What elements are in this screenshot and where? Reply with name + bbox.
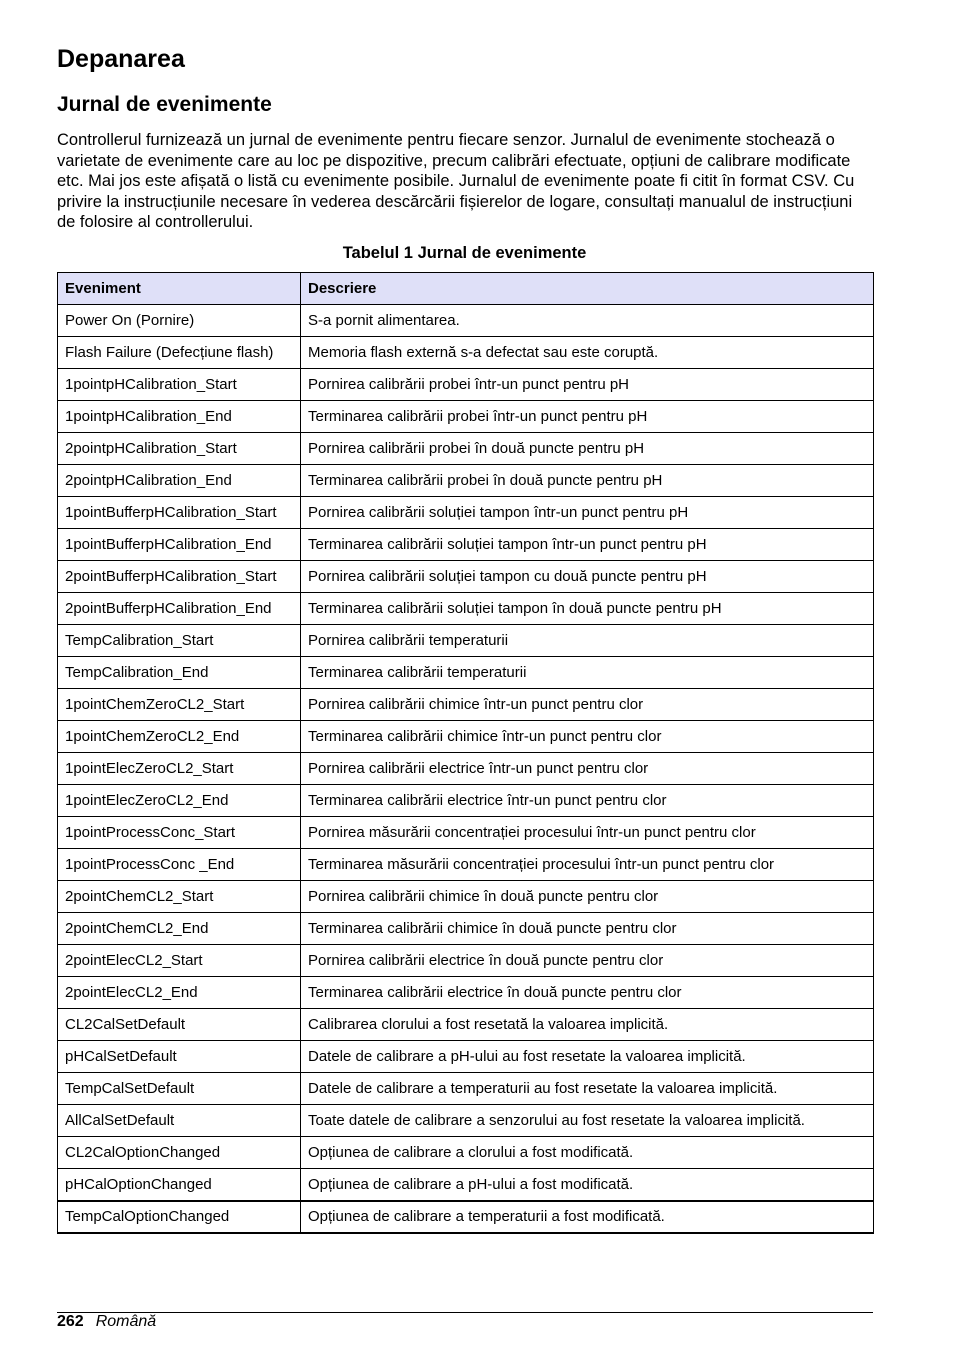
- table-row: [58, 1201, 874, 1233]
- event-description-cell: Terminarea calibrării probei în două puncte pentru pH: [301, 465, 874, 497]
- event-name-cell: Flash Failure (Defecțiune flash): [58, 337, 301, 369]
- event-description-cell: S-a pornit alimentarea.: [301, 305, 874, 337]
- event-description-cell: Pornirea calibrării chimice într-un punct pentru clor: [301, 689, 874, 721]
- event-description-cell: Datele de calibrare a temperaturii au fost resetate la valoarea implicită.: [301, 1073, 874, 1105]
- table-row: [58, 913, 874, 945]
- table-row: [58, 593, 874, 625]
- table-row: [58, 721, 874, 753]
- event-name-cell: AllCalSetDefault: [58, 1105, 301, 1137]
- event-description-cell: Memoria flash externă s-a defectat sau este coruptă.: [301, 337, 874, 369]
- event-name-cell: 2pointElecCL2_Start: [58, 945, 301, 977]
- table-row: [58, 689, 874, 721]
- event-description-cell: Terminarea calibrării chimice într-un punct pentru clor: [301, 721, 874, 753]
- event-name-cell: 2pointElecCL2_End: [58, 977, 301, 1009]
- table-row: [58, 849, 874, 881]
- table-row: [58, 369, 874, 401]
- table-row: [58, 785, 874, 817]
- event-name-cell: CL2CalOptionChanged: [58, 1137, 301, 1169]
- event-name-cell: CL2CalSetDefault: [58, 1009, 301, 1041]
- table-row: [58, 817, 874, 849]
- event-name-cell: TempCalibration_End: [58, 657, 301, 689]
- event-description-cell: Terminarea calibrării soluției tampon în două puncte pentru pH: [301, 593, 874, 625]
- event-description-cell: Pornirea măsurării concentrației procesului într-un punct pentru clor: [301, 817, 874, 849]
- event-name-cell: 1pointBufferpHCalibration_End: [58, 529, 301, 561]
- event-name-cell: 1pointElecZeroCL2_End: [58, 785, 301, 817]
- event-description-cell: Terminarea calibrării probei într-un punct pentru pH: [301, 401, 874, 433]
- table-row: [58, 977, 874, 1009]
- table-body: [58, 305, 874, 1233]
- table-row: [58, 1137, 874, 1169]
- section-title: Jurnal de evenimente: [57, 93, 272, 116]
- table-row: [58, 305, 874, 337]
- event-name-cell: 1pointChemZeroCL2_End: [58, 721, 301, 753]
- table-row: [58, 625, 874, 657]
- table-row: [58, 529, 874, 561]
- event-description-cell: Pornirea calibrării electrice într-un punct pentru clor: [301, 753, 874, 785]
- event-name-cell: 2pointpHCalibration_Start: [58, 433, 301, 465]
- table-row: [58, 1009, 874, 1041]
- table-row: [58, 945, 874, 977]
- event-name-cell: 2pointChemCL2_Start: [58, 881, 301, 913]
- table-header-row: [58, 273, 874, 305]
- table-row: [58, 561, 874, 593]
- event-description-cell: Pornirea calibrării temperaturii: [301, 625, 874, 657]
- event-name-cell: 2pointBufferpHCalibration_End: [58, 593, 301, 625]
- column-header-description: Descriere: [301, 273, 874, 305]
- event-description-cell: Terminarea măsurării concentrației procesului într-un punct pentru clor: [301, 849, 874, 881]
- event-description-cell: Pornirea calibrării probei într-un punct pentru pH: [301, 369, 874, 401]
- event-name-cell: pHCalOptionChanged: [58, 1169, 301, 1201]
- event-description-cell: Terminarea calibrării electrice într-un punct pentru clor: [301, 785, 874, 817]
- event-name-cell: 2pointpHCalibration_End: [58, 465, 301, 497]
- event-description-cell: Opțiunea de calibrare a clorului a fost modificată.: [301, 1137, 874, 1169]
- event-description-cell: Pornirea calibrării soluției tampon într-un punct pentru pH: [301, 497, 874, 529]
- table-row: [58, 497, 874, 529]
- event-name-cell: 1pointpHCalibration_End: [58, 401, 301, 433]
- event-name-cell: 1pointElecZeroCL2_Start: [58, 753, 301, 785]
- table-row: [58, 401, 874, 433]
- table-row: [58, 337, 874, 369]
- table-row: [58, 465, 874, 497]
- page-number: 262: [57, 1313, 84, 1330]
- intro-paragraph: Controllerul furnizează un jurnal de evenimente pentru fiecare senzor. Jurnalul de evenimente stochează o varietate de evenimente care au loc pe dispozitive, precum calibrări efectuate, opțiuni de calibrare modificate etc. Mai jos este afișată o listă cu evenimente posibile. Jurnalul de evenimente poate fi citit în format CSV. Cu privire la instrucțiunile necesare în vederea descărcării fișierelor de logare, consultați manualul de instrucțiuni de folosire al controllerului.: [57, 131, 855, 232]
- event-description-cell: Toate datele de calibrare a senzorului au fost resetate la valoarea implicită.: [301, 1105, 874, 1137]
- event-name-cell: 1pointProcessConc_Start: [58, 817, 301, 849]
- event-description-cell: Pornirea calibrării chimice în două puncte pentru clor: [301, 881, 874, 913]
- event-description-cell: Pornirea calibrării electrice în două puncte pentru clor: [301, 945, 874, 977]
- event-description-cell: Opțiunea de calibrare a temperaturii a fost modificată.: [301, 1201, 874, 1233]
- event-description-cell: Terminarea calibrării temperaturii: [301, 657, 874, 689]
- event-name-cell: 1pointChemZeroCL2_Start: [58, 689, 301, 721]
- table-row: [58, 433, 874, 465]
- table-row: [58, 881, 874, 913]
- event-description-cell: Datele de calibrare a pH-ului au fost resetate la valoarea implicită.: [301, 1041, 874, 1073]
- event-name-cell: TempCalibration_Start: [58, 625, 301, 657]
- event-name-cell: 2pointBufferpHCalibration_Start: [58, 561, 301, 593]
- event-name-cell: Power On (Pornire): [58, 305, 301, 337]
- table-row: [58, 1169, 874, 1201]
- event-name-cell: 1pointBufferpHCalibration_Start: [58, 497, 301, 529]
- event-description-cell: Pornirea calibrării soluției tampon cu două puncte pentru pH: [301, 561, 874, 593]
- footer-divider: [57, 1312, 873, 1313]
- event-name-cell: 2pointChemCL2_End: [58, 913, 301, 945]
- page-title: Depanarea: [57, 45, 185, 73]
- column-header-event: Eveniment: [58, 273, 301, 305]
- event-description-cell: Pornirea calibrării probei în două puncte pentru pH: [301, 433, 874, 465]
- event-description-cell: Opțiunea de calibrare a pH-ului a fost modificată.: [301, 1169, 874, 1201]
- table-row: [58, 1041, 874, 1073]
- event-description-cell: Calibrarea clorului a fost resetată la valoarea implicită.: [301, 1009, 874, 1041]
- event-name-cell: 1pointProcessConc _End: [58, 849, 301, 881]
- event-name-cell: TempCalOptionChanged: [58, 1201, 301, 1233]
- footer-language: Română: [95, 1313, 157, 1330]
- events-table: [57, 272, 874, 1234]
- page-footer: [57, 1312, 156, 1332]
- table-row: [58, 1105, 874, 1137]
- event-description-cell: Terminarea calibrării soluției tampon într-un punct pentru pH: [301, 529, 874, 561]
- event-name-cell: TempCalSetDefault: [58, 1073, 301, 1105]
- event-description-cell: Terminarea calibrării electrice în două puncte pentru clor: [301, 977, 874, 1009]
- event-name-cell: pHCalSetDefault: [58, 1041, 301, 1073]
- table-row: [58, 657, 874, 689]
- event-name-cell: 1pointpHCalibration_Start: [58, 369, 301, 401]
- table-row: [58, 753, 874, 785]
- table-row: [58, 1073, 874, 1105]
- table-caption: Tabelul 1 Jurnal de evenimente: [342, 244, 587, 262]
- event-description-cell: Terminarea calibrării chimice în două puncte pentru clor: [301, 913, 874, 945]
